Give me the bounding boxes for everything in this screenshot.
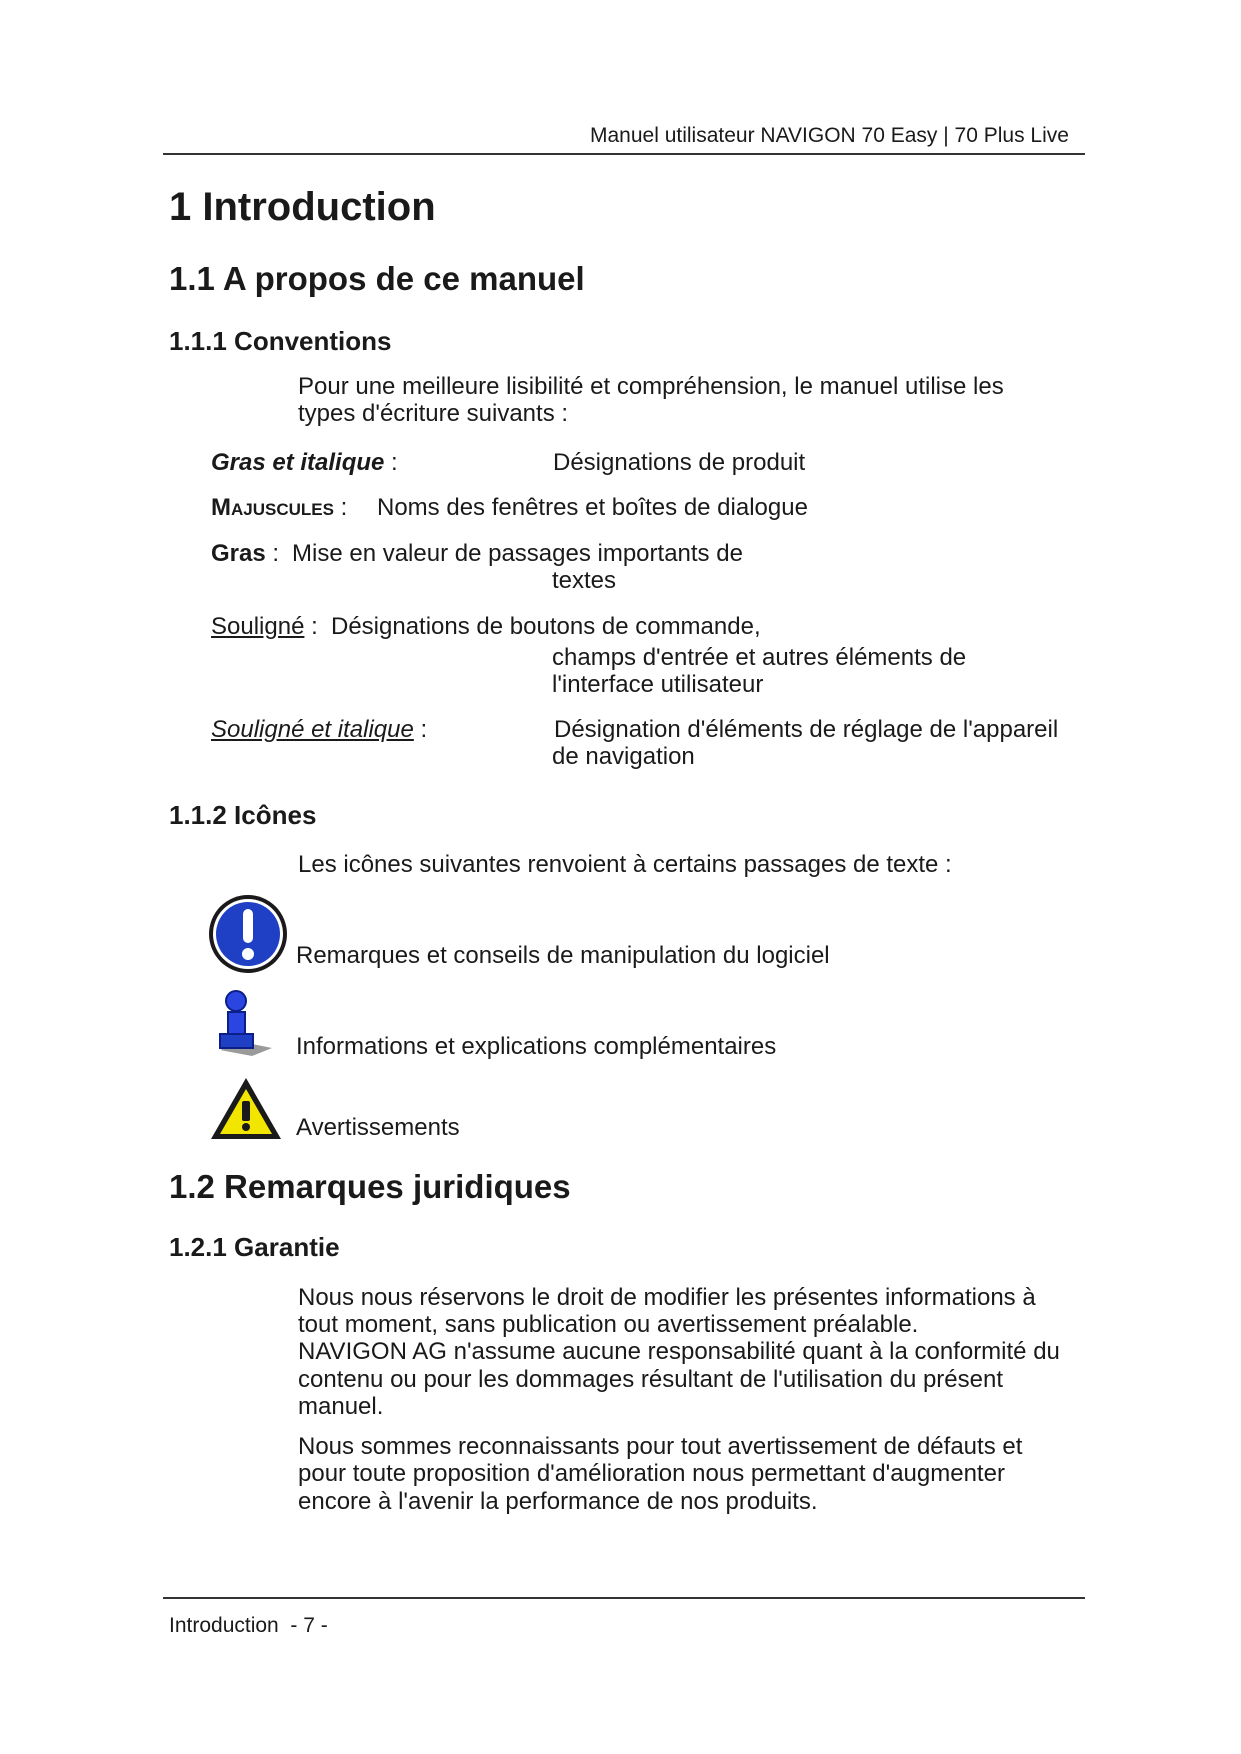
footer-rule <box>163 1597 1085 1599</box>
conventions-intro-line: types d'écriture suivants : <box>298 400 569 427</box>
page-number: - 7 - <box>290 1614 328 1637</box>
term-separator: : <box>265 540 280 567</box>
convention-term-underline <box>211 613 318 641</box>
convention-desc: Noms des fenêtres et boîtes de dialogue <box>377 494 808 521</box>
term-separator: : <box>413 716 428 743</box>
page-footer <box>169 1614 328 1638</box>
header-rule <box>163 153 1085 155</box>
info-figure-icon <box>212 990 278 1062</box>
convention-term-underline-italic <box>211 716 427 744</box>
paragraph-line: manuel. <box>298 1393 384 1420</box>
convention-term-smallcaps <box>211 494 347 522</box>
paragraph-line: encore à l'avenir la performance de nos produits. <box>298 1488 818 1515</box>
convention-desc: Désignation d'éléments de réglage de l'appareil <box>554 716 1059 743</box>
paragraph-line: NAVIGON AG n'assume aucune responsabilité quant à la conformité du <box>298 1338 1060 1365</box>
section-1-2-title: 1.2 Remarques juridiques <box>169 1168 571 1205</box>
icon-label: Informations et explications complémentaires <box>296 1033 777 1060</box>
term-separator: : <box>333 494 348 521</box>
paragraph-line: tout moment, sans publication ou avertissement préalable. <box>298 1311 919 1338</box>
convention-desc: de navigation <box>552 743 695 770</box>
convention-term-bold <box>211 540 279 568</box>
icons-intro: Les icônes suivantes renvoient à certains passages de texte : <box>298 851 952 878</box>
convention-desc: textes <box>552 567 617 594</box>
convention-desc: Mise en valeur de passages importants de <box>292 540 743 567</box>
exclamation-circle-icon <box>207 893 289 975</box>
section-1-1-2-title: 1.1.2 Icônes <box>169 800 317 830</box>
chapter-title: 1 Introduction <box>169 185 436 229</box>
paragraph-line: contenu ou pour les dommages résultant de l'utilisation du présent <box>298 1366 1004 1393</box>
convention-desc: Désignations de produit <box>553 449 806 476</box>
convention-term-bold-italic <box>211 449 398 477</box>
warning-triangle-icon <box>208 1075 284 1143</box>
convention-desc: l'interface utilisateur <box>552 671 764 698</box>
term-separator: : <box>304 613 318 640</box>
term-text: Souligné et italique <box>211 716 414 743</box>
section-1-2-1-title: 1.2.1 Garantie <box>169 1232 340 1262</box>
paragraph-line: Nous sommes reconnaissants pour tout avertissement de défauts et <box>298 1433 1023 1460</box>
footer-label: Introduction <box>169 1614 279 1637</box>
term-text: Souligné <box>211 613 305 640</box>
convention-desc: Désignations de boutons de commande, <box>331 613 761 640</box>
term-text: Majuscules <box>211 494 334 521</box>
term-text: Gras et italique <box>211 449 385 476</box>
icon-label: Remarques et conseils de manipulation du logiciel <box>296 942 830 969</box>
convention-desc: champs d'entrée et autres éléments de <box>552 644 967 671</box>
paragraph-line: Nous nous réservons le droit de modifier les présentes informations à <box>298 1284 1036 1311</box>
running-header: Manuel utilisateur NAVIGON 70 Easy | 70 Plus Live <box>590 124 1069 147</box>
conventions-intro-line: Pour une meilleure lisibilité et compréhension, le manuel utilise les <box>298 373 1004 400</box>
icon-label: Avertissements <box>296 1114 460 1141</box>
section-1-1-title: 1.1 A propos de ce manuel <box>169 260 585 297</box>
section-1-1-1-title: 1.1.1 Conventions <box>169 326 392 356</box>
term-separator: : <box>384 449 398 476</box>
paragraph-line: pour toute proposition d'amélioration nous permettant d'augmenter <box>298 1460 1005 1487</box>
term-text: Gras <box>211 540 266 567</box>
